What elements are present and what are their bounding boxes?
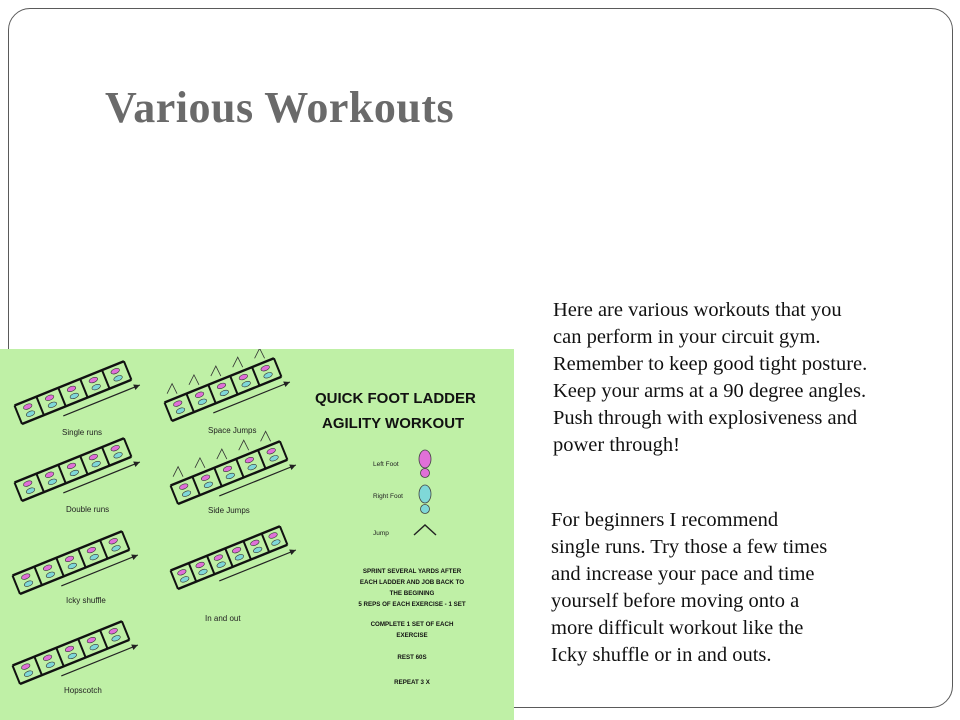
description-line: power through! — [553, 434, 680, 456]
legend-jump-label: Jump — [373, 530, 389, 537]
poster-heading-line2: AGILITY WORKOUT — [322, 415, 465, 432]
ladder-rung — [122, 531, 129, 550]
ladder-rung — [36, 397, 43, 416]
ladder-rung — [102, 447, 109, 466]
ladder-rung — [34, 657, 41, 676]
footprint-left — [266, 447, 276, 455]
description-line: Remember to keep good tight posture. — [553, 353, 868, 375]
footprint-left — [260, 364, 270, 372]
footprint-right — [69, 469, 79, 477]
jump-icon — [414, 525, 436, 535]
footprint-left — [177, 568, 187, 576]
drill-label-space-jumps: Space Jumps — [208, 426, 257, 435]
ladder-rung — [13, 665, 20, 684]
jump-marker — [261, 431, 271, 441]
footprint-left — [21, 573, 31, 581]
footprint-right — [25, 410, 35, 418]
footprint-left — [195, 561, 205, 569]
ladder-rung — [78, 549, 85, 568]
footprint-left — [88, 376, 98, 384]
ladder-rung — [100, 540, 107, 559]
ladder-rung — [236, 459, 243, 478]
ladder-rung — [262, 534, 269, 553]
footprint-left — [216, 382, 226, 390]
ladder-rung — [58, 388, 65, 407]
instruction-complete-2: EXERCISE — [396, 632, 428, 639]
footprint-left — [43, 654, 53, 662]
footprint-right — [69, 392, 79, 400]
footprint-right — [23, 670, 33, 678]
footprint-right — [89, 643, 99, 651]
footprint-left — [64, 555, 74, 563]
footprint-right — [241, 380, 251, 388]
ladder-rung — [230, 376, 237, 395]
footprint-right — [197, 398, 207, 406]
footprint-right — [91, 383, 101, 391]
footprint-right — [67, 562, 77, 570]
footprint-right — [89, 553, 99, 561]
ladder-rung — [165, 402, 172, 421]
ladder-rung — [102, 370, 109, 389]
recommendation-line: Icky shuffle or in and outs. — [551, 644, 772, 666]
ladder-rung — [124, 438, 131, 457]
instruction-sprint-2: EACH LADDER AND JOB BACK TO — [359, 579, 465, 586]
footprint-left — [21, 663, 31, 671]
footprint-left — [66, 385, 76, 393]
footprint-left — [86, 636, 96, 644]
recommendation-line: and increase your pace and time — [551, 563, 815, 585]
instruction-sprint-1: SPRINT SEVERAL YARDS AFTER — [362, 568, 462, 575]
instruction-sprint-4: 5 REPS OF EACH EXERCISE - 1 SET — [358, 601, 466, 608]
ladder-rung — [80, 379, 87, 398]
right-foot-icon — [419, 485, 431, 514]
description-paragraph — [553, 297, 867, 459]
ladder-rung — [171, 485, 178, 504]
ladder-rung — [225, 548, 232, 567]
recommendation-line: single runs. Try those a few times — [551, 536, 828, 558]
jump-marker — [173, 467, 183, 477]
ladder-rung — [208, 385, 215, 404]
footprint-left — [110, 367, 120, 375]
ladder-rung — [80, 456, 87, 475]
ladder-rung — [36, 474, 43, 493]
footprint-right — [45, 661, 55, 669]
footprint-left — [108, 627, 118, 635]
footprint-left — [222, 465, 232, 473]
ladder-rung — [280, 526, 287, 545]
ladder-rung — [58, 465, 65, 484]
ladder-rung — [13, 575, 20, 594]
poster-heading-line1: QUICK FOOT LADDER — [315, 390, 476, 407]
footprint-left — [45, 471, 55, 479]
ladder-rung — [214, 468, 221, 487]
description-line: Keep your arms at a 90 degree angles. — [553, 380, 867, 402]
footprint-left — [45, 394, 55, 402]
drill-label-single-runs: Single runs — [62, 428, 103, 437]
footprint-right — [113, 451, 123, 459]
ladder-rung — [207, 556, 214, 575]
recommendation-line: more difficult workout like the — [551, 617, 804, 639]
ladder-rung — [15, 482, 22, 501]
direction-arrow — [219, 550, 296, 581]
drill-label-side-jumps: Side Jumps — [208, 506, 250, 515]
footprint-left — [179, 483, 189, 491]
drill-label-hopscotch: Hopscotch — [64, 686, 102, 695]
footprint-right — [111, 634, 121, 642]
ladder-rung — [186, 394, 193, 413]
jump-marker — [211, 366, 221, 376]
footprint-left — [66, 462, 76, 470]
footprint-left — [173, 400, 183, 408]
footprint-right — [198, 568, 208, 576]
footprint-left — [110, 444, 120, 452]
ladder-diagrams — [13, 349, 296, 684]
jump-marker — [217, 449, 227, 459]
footprint-left — [232, 546, 242, 554]
footprint-right — [91, 460, 101, 468]
jump-marker — [167, 384, 177, 394]
ladder-rung — [171, 570, 178, 589]
footprint-right — [181, 490, 191, 498]
footprint-right — [247, 463, 257, 471]
ladder-rung — [274, 358, 281, 377]
jump-marker — [195, 458, 205, 468]
ladder-rung — [122, 621, 129, 640]
footprint-right — [47, 401, 57, 409]
ladder-rung — [252, 367, 259, 386]
description-line: Push through with explosiveness and — [553, 407, 858, 429]
footprint-left — [64, 645, 74, 653]
drill-label-double-runs: Double runs — [66, 505, 110, 514]
drill-label-icky-shuffle: Icky shuffle — [66, 596, 106, 605]
footprint-right — [253, 546, 263, 554]
footprint-right — [234, 553, 244, 561]
footprint-left — [88, 453, 98, 461]
footprint-right — [216, 561, 226, 569]
description-line: Here are various workouts that you — [553, 299, 842, 321]
footprint-right — [225, 472, 235, 480]
ladder-rung — [243, 541, 250, 560]
jump-marker — [255, 349, 265, 358]
drill-label-in-and-out: In and out — [205, 614, 241, 623]
footprint-left — [238, 373, 248, 381]
footprint-right — [203, 481, 213, 489]
footprint-left — [268, 532, 278, 540]
footprint-right — [219, 389, 229, 397]
ladder-rung — [189, 563, 196, 582]
footprint-left — [86, 546, 96, 554]
ladder-rung — [56, 648, 63, 667]
footprint-left — [213, 554, 223, 562]
ladder-rung — [280, 441, 287, 460]
footprint-right — [180, 575, 190, 583]
slide-title: Various Workouts — [105, 83, 455, 132]
jump-marker — [233, 357, 243, 367]
ladder-rung — [192, 477, 199, 496]
footprint-right — [175, 407, 185, 415]
footprint-right — [263, 371, 273, 379]
footprint-left — [244, 456, 254, 464]
recommendation-line: For beginners I recommend — [551, 509, 779, 531]
footprint-left — [23, 403, 33, 411]
footprint-left — [250, 539, 260, 547]
legend-right-foot-label: Right Foot — [373, 493, 403, 500]
ladder-rung — [15, 405, 22, 424]
instruction-complete-1: COMPLETE 1 SET OF EACH — [370, 621, 454, 628]
footprint-right — [113, 374, 123, 382]
jump-marker — [189, 375, 199, 385]
footprint-left — [43, 564, 53, 572]
ladder-rung — [34, 567, 41, 586]
jump-marker — [239, 440, 249, 450]
legend-left-foot-label: Left Foot — [373, 461, 399, 468]
instruction-rest: REST 60S — [397, 654, 427, 661]
instruction-sprint-3: THE BEGINING — [389, 590, 435, 597]
footprint-right — [269, 454, 279, 462]
footprint-left — [195, 391, 205, 399]
footprint-left — [108, 537, 118, 545]
agility-ladder-poster — [0, 349, 514, 720]
ladder-rung — [124, 361, 131, 380]
ladder-rung — [100, 630, 107, 649]
recommendation-line: yourself before moving onto a — [551, 590, 800, 612]
footprint-left — [23, 480, 33, 488]
footprint-right — [47, 478, 57, 486]
ladder-rung — [78, 639, 85, 658]
ladder-rung — [258, 450, 265, 469]
footprint-left — [201, 474, 211, 482]
footprint-right — [67, 652, 77, 660]
recommendation-paragraph — [551, 507, 827, 669]
ladder-rung — [56, 558, 63, 577]
footprint-right — [271, 539, 281, 547]
left-foot-icon — [419, 450, 431, 478]
footprint-right — [23, 580, 33, 588]
description-line: can perform in your circuit gym. — [553, 326, 821, 348]
footprint-right — [45, 571, 55, 579]
footprint-right — [25, 487, 35, 495]
footprint-right — [111, 544, 121, 552]
instruction-repeat: REPEAT 3 X — [394, 679, 430, 686]
